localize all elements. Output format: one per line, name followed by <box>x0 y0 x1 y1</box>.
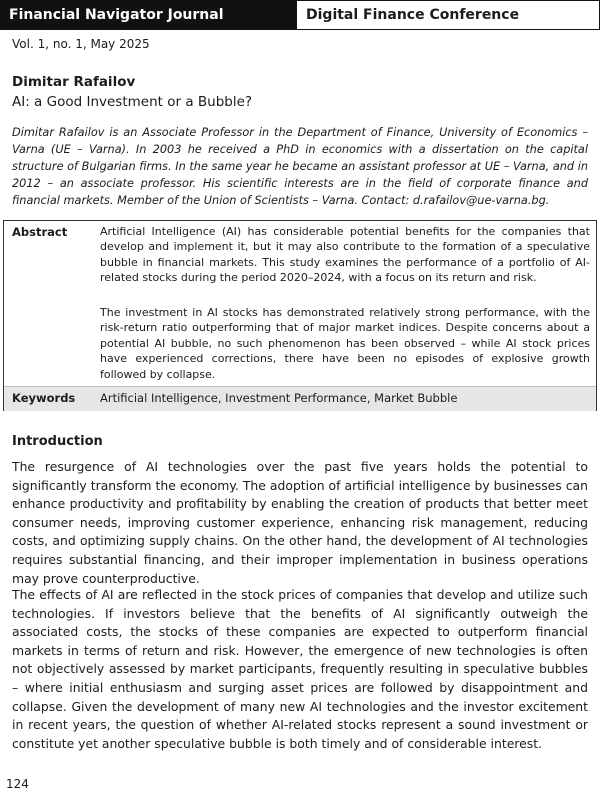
keywords-label: Keywords <box>12 391 76 405</box>
paper-title: AI: a Good Investment or a Bubble? <box>12 94 253 110</box>
keywords-text: Artificial Intelligence, Investment Performance, Market Bubble <box>100 391 458 405</box>
body-paragraph: The resurgence of AI technologies over the past five years holds the potential to significantly transform the economy. The adoption of artificial intelligence by businesses can enhance productivity and profitability by enabling the creation of products that better meet consumer needs, improving customer experience, enhancing risk management, reducing costs, and optimizing supply chains. On the other hand, the development of AI technologies requires substantial financing, and their improper implementation in business operations may prove counterproductive. <box>12 459 588 586</box>
conference-name: Digital Finance Conference <box>296 0 600 30</box>
journal-name: Financial Navigator Journal <box>0 0 296 30</box>
running-header <box>0 0 600 30</box>
author-bio: Dimitar Rafailov is an Associate Professor in the Department of Finance, University of Economics – Varna (UE – Varna). In 2003 he received a PhD in economics with a dissertation on the capital structure of Bulgarian firms. In the same year he became an assistant professor at UE – Varna, and in 2012 – an associate professor. His scientific interests are in the field of corporate finance and financial markets. Member of the Union of Scientists – Varna. Contact: d.rafailov@ue-varna.bg. <box>12 126 588 207</box>
keywords-row <box>4 386 596 411</box>
page-number: 124 <box>6 777 29 791</box>
abstract-paragraph: The investment in AI stocks has demonstrated relatively strong performance, with the risk-return ratio outperforming that of major market indices. Despite concerns about a potential AI bubble, no such phenomenon has been observed – while AI stock prices have experienced corrections, there have been no episodes of explosive growth followed by collapse. <box>100 306 590 381</box>
author-name: Dimitar Rafailov <box>12 74 136 90</box>
abstract-box <box>3 220 597 411</box>
abstract-label: Abstract <box>12 225 68 239</box>
abstract-paragraph: Artificial Intelligence (AI) has considerable potential benefits for the companies that develop and implement it, but it may also contribute to the formation of a speculative bubble in financial markets. This study examines the performance of a portfolio of AI-related stocks during the period 2020–2024, with a focus on its return and risk. <box>100 225 590 285</box>
body-paragraph: The effects of AI are reflected in the stock prices of companies that develop and utilize such technologies. If investors believe that the benefits of AI significantly outweigh the associated costs, the stocks of these companies are expected to outperform financial markets in terms of return and risk. However, the emergence of new technologies is often not objectively assessed by market participants, frequently resulting in speculative bubbles – where initial enthusiasm and surging asset prices are followed by disappointment and collapse. Given the development of many new AI technologies and the investor excitement in recent years, the question of whether AI-related stocks represent a sound investment or constitute yet another speculative bubble is both timely and of considerable interest. <box>12 587 588 751</box>
section-heading-introduction: Introduction <box>12 434 103 449</box>
volume-info: Vol. 1, no. 1, May 2025 <box>12 37 150 51</box>
